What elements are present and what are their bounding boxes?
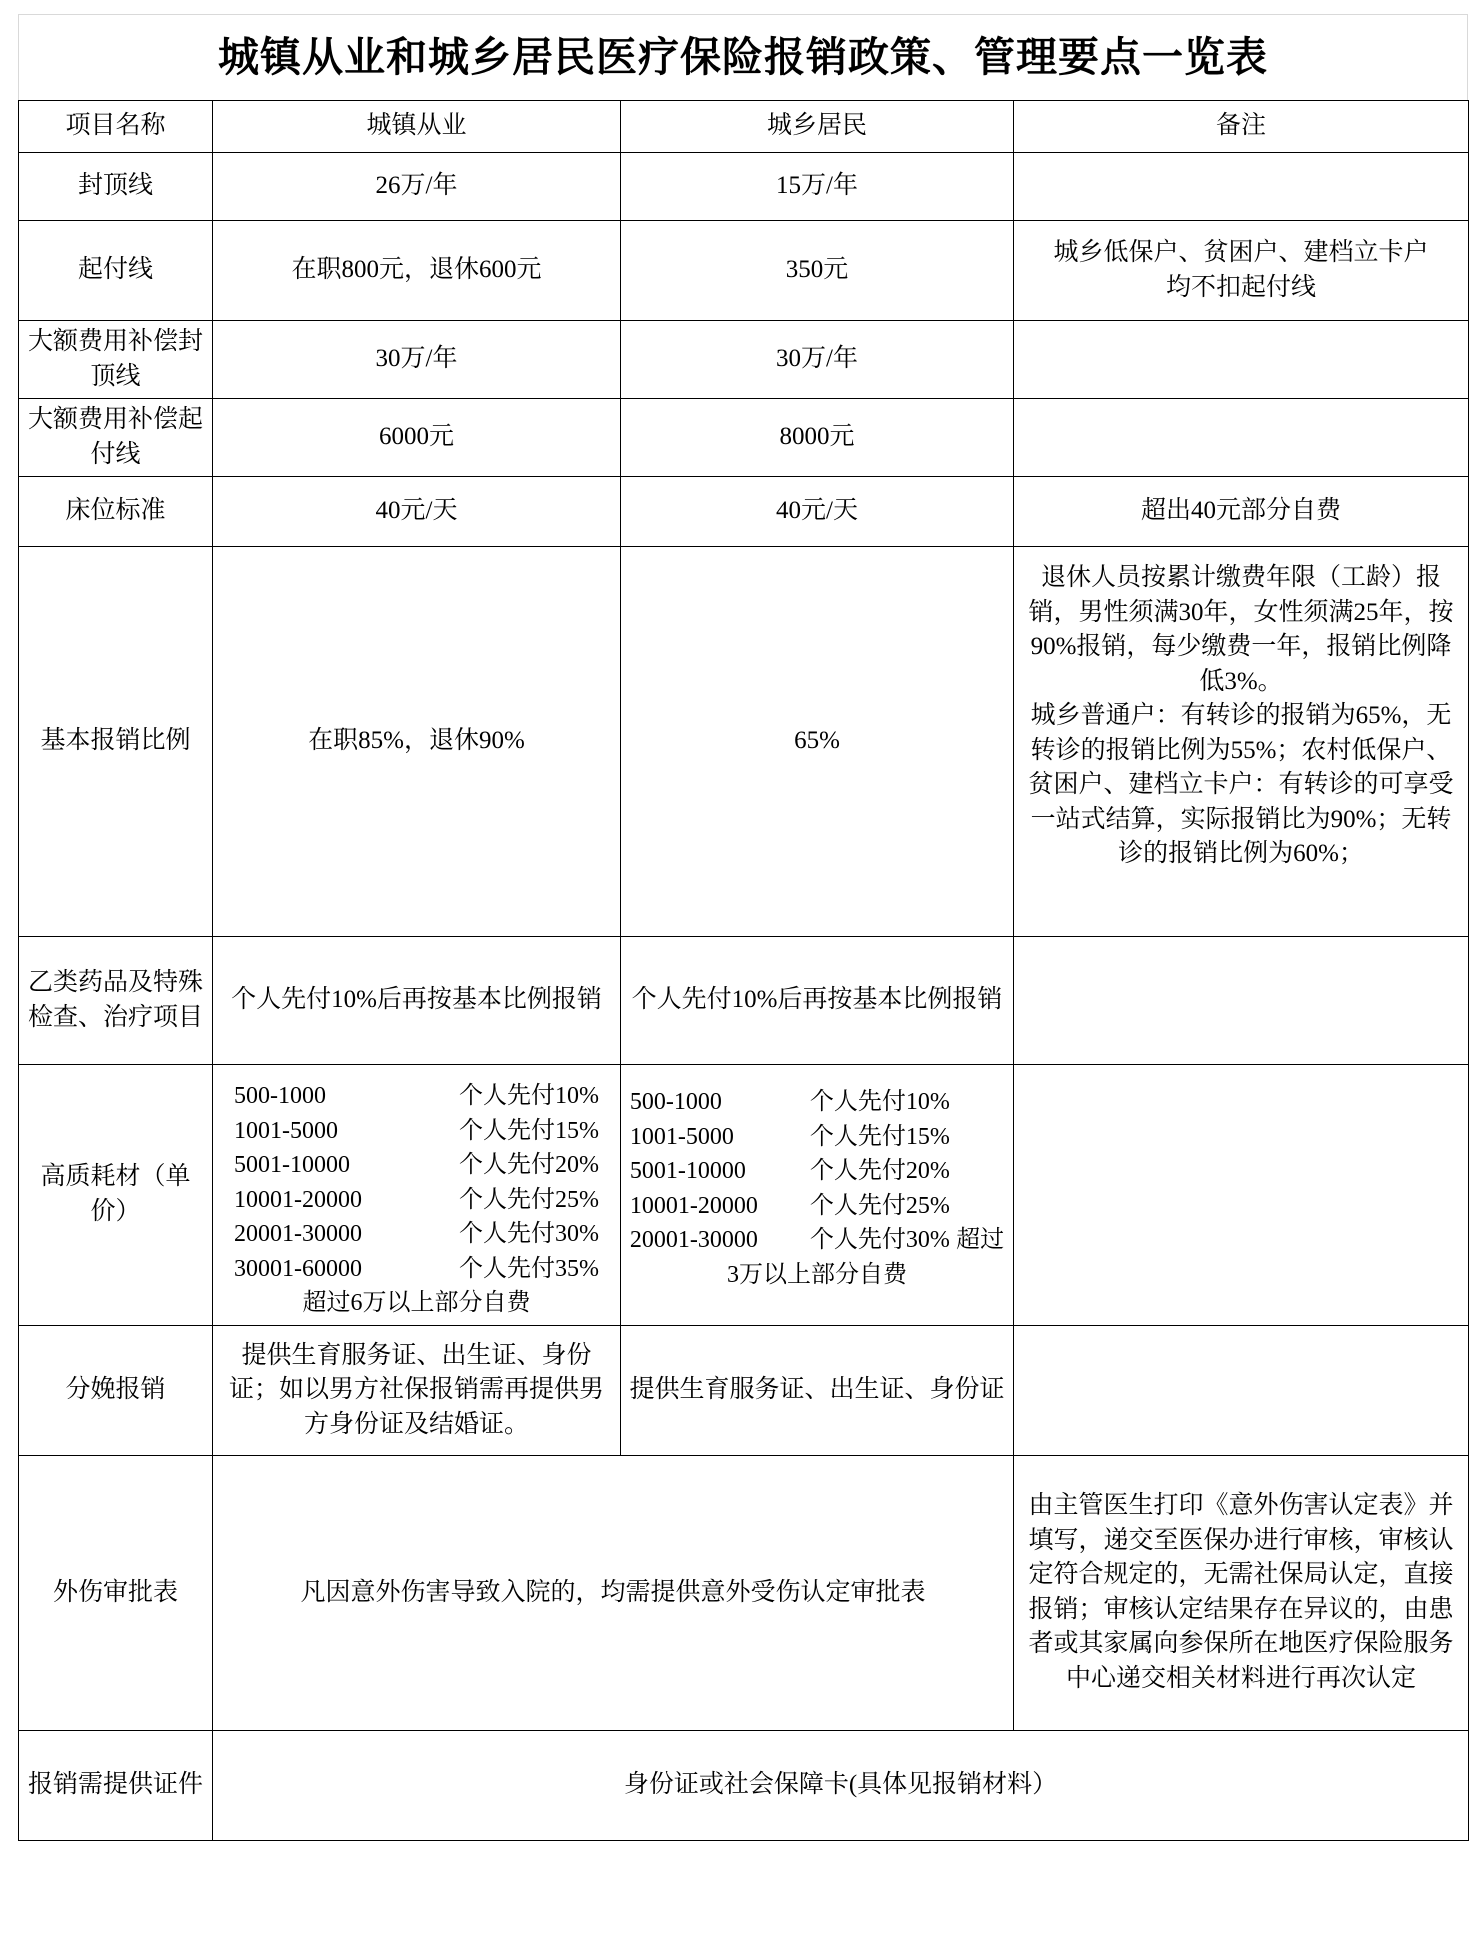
list-item: 500-1000 个人先付10% — [234, 1083, 599, 1109]
column-header-item: 项目名称 — [19, 101, 213, 153]
row-label-basic-reimbursement-ratio: 基本报销比例 — [19, 547, 213, 937]
cell-remark-deductible — [1014, 221, 1469, 321]
cell-remark-cap-line — [1014, 153, 1469, 221]
cell-resident-large-expense-cap: 30万/年 — [621, 321, 1014, 399]
table-row — [19, 221, 1469, 321]
cell-merged-required-documents: 身份证或社会保障卡(具体见报销材料） — [213, 1730, 1469, 1840]
cell-employee-cap-line: 26万/年 — [213, 153, 621, 221]
cell-employee-large-expense-deductible: 6000元 — [213, 399, 621, 477]
table-row — [19, 1065, 1469, 1326]
table-row — [19, 1730, 1469, 1840]
row-label-trauma-approval-form: 外伤审批表 — [19, 1455, 213, 1730]
cell-resident-large-expense-deductible: 8000元 — [621, 399, 1014, 477]
cell-employee-childbirth-reimbursement: 提供生育服务证、出生证、身份证；如以男方社保报销需再提供男方身份证及结婚证。 — [213, 1325, 621, 1455]
cell-resident-childbirth-reimbursement: 提供生育服务证、出生证、身份证 — [621, 1325, 1014, 1455]
cell-remark-large-expense-deductible — [1014, 399, 1469, 477]
cell-resident-class-b-drugs: 个人先付10%后再按基本比例报销 — [621, 937, 1014, 1065]
row-label-large-expense-deductible: 大额费用补偿起付线 — [19, 399, 213, 477]
cell-employee-bed-standard: 40元/天 — [213, 477, 621, 547]
document-title-container — [18, 14, 1468, 100]
cell-employee-large-expense-cap: 30万/年 — [213, 321, 621, 399]
list-item: 5001-10000 个人先付20% — [629, 1158, 950, 1185]
row-label-childbirth-reimbursement: 分娩报销 — [19, 1325, 213, 1455]
cell-remark-basic-reimbursement-ratio — [1014, 547, 1469, 937]
cell-resident-bed-standard: 40元/天 — [621, 477, 1014, 547]
cell-remark-trauma-approval-form: 由主管医生打印《意外伤害认定表》并填写，递交至医保办进行审核，审核认定符合规定的，无需社保局认定，直接报销；审核认定结果存在异议的，由患者或其家属向参保所在地医疗保险服务中心递交相关材料进行再次认定 — [1014, 1455, 1469, 1730]
table-header-row — [19, 101, 1469, 153]
cell-resident-consumable-tiers — [621, 1065, 1014, 1326]
table-row — [19, 153, 1469, 221]
list-item: 1001-5000 个人先付15% — [234, 1117, 599, 1144]
consumable-tier-list-employee — [234, 1079, 599, 1286]
page-title: 城镇从业和城乡居民医疗保险报销政策、管理要点一览表 — [218, 32, 1268, 81]
cell-remark-bed-standard: 超出40元部分自费 — [1014, 477, 1469, 547]
list-item: 20001-30000 个人先付30% — [629, 1227, 950, 1254]
table-row — [19, 1455, 1469, 1730]
table-row — [19, 937, 1469, 1065]
table-row — [19, 547, 1469, 937]
list-item: 10001-20000 个人先付25% — [234, 1186, 599, 1213]
row-label-class-b-drugs: 乙类药品及特殊检查、治疗项目 — [19, 937, 213, 1065]
cell-resident-deductible: 350元 — [621, 221, 1014, 321]
column-header-remarks: 备注 — [1014, 101, 1469, 153]
remark-paragraph-2: 城乡普通户：有转诊的报销为65%，无转诊的报销比例为55%；农村低保户、贫困户、建档立卡户：有转诊的可享受一站式结算，实际报销比为90%；无转诊的报销比例为60%； — [1028, 702, 1454, 867]
list-item: 10001-20000 个人先付25% — [629, 1192, 950, 1219]
list-item: 5001-10000 个人先付20% — [234, 1152, 599, 1179]
list-item: 1001-5000 个人先付15% — [629, 1123, 950, 1150]
row-label-high-quality-consumables: 高质耗材（单价） — [19, 1065, 213, 1326]
remark-line-2: 均不扣起付线 — [1165, 273, 1316, 301]
list-item: 20001-30000 个人先付30% — [234, 1221, 599, 1248]
cell-employee-deductible: 在职800元，退休600元 — [213, 221, 621, 321]
row-label-deductible: 起付线 — [19, 221, 213, 321]
column-header-urban-rural-resident: 城乡居民 — [621, 101, 1014, 153]
table-row — [19, 321, 1469, 399]
cell-employee-class-b-drugs: 个人先付10%后再按基本比例报销 — [213, 937, 621, 1065]
cell-resident-basic-reimbursement-ratio: 65% — [621, 547, 1014, 937]
list-item: 30001-60000 个人先付35% — [234, 1255, 599, 1282]
cell-remark-high-quality-consumables — [1014, 1065, 1469, 1326]
table-row — [19, 1325, 1469, 1455]
cell-remark-childbirth-reimbursement — [1014, 1325, 1469, 1455]
row-label-bed-standard: 床位标准 — [19, 477, 213, 547]
consumable-footer-employee: 超过6万以上部分自费 — [302, 1290, 531, 1317]
cell-employee-basic-reimbursement-ratio: 在职85%，退休90% — [213, 547, 621, 937]
cell-remark-large-expense-cap — [1014, 321, 1469, 399]
remark-line-1: 城乡低保户、贫困户、建档立卡户 — [1053, 239, 1429, 266]
row-label-required-documents: 报销需提供证件 — [19, 1730, 213, 1840]
cell-remark-class-b-drugs — [1014, 937, 1469, 1065]
row-label-large-expense-cap: 大额费用补偿封顶线 — [19, 321, 213, 399]
consumable-tier-list-resident — [630, 1085, 950, 1258]
cell-merged-trauma-approval-form: 凡因意外伤害导致入院的，均需提供意外受伤认定审批表 — [213, 1455, 1014, 1730]
cell-resident-cap-line: 15万/年 — [621, 153, 1014, 221]
table-row — [19, 477, 1469, 547]
table-row — [19, 399, 1469, 477]
policy-table — [18, 100, 1469, 1841]
list-item: 500-1000 个人先付10% — [629, 1089, 950, 1115]
row-label-cap-line: 封顶线 — [19, 153, 213, 221]
column-header-urban-employee: 城镇从业 — [213, 101, 621, 153]
remark-paragraph-1: 退休人员按累计缴费年限（工龄）报销，男性须满30年，女性须满25年，按90%报销，每少缴费一年，报销比例降低3%。 — [1028, 564, 1454, 695]
cell-employee-consumable-tiers — [213, 1065, 621, 1326]
consumable-footer-resident: 超过3万以上部分自费 — [727, 1227, 1005, 1288]
